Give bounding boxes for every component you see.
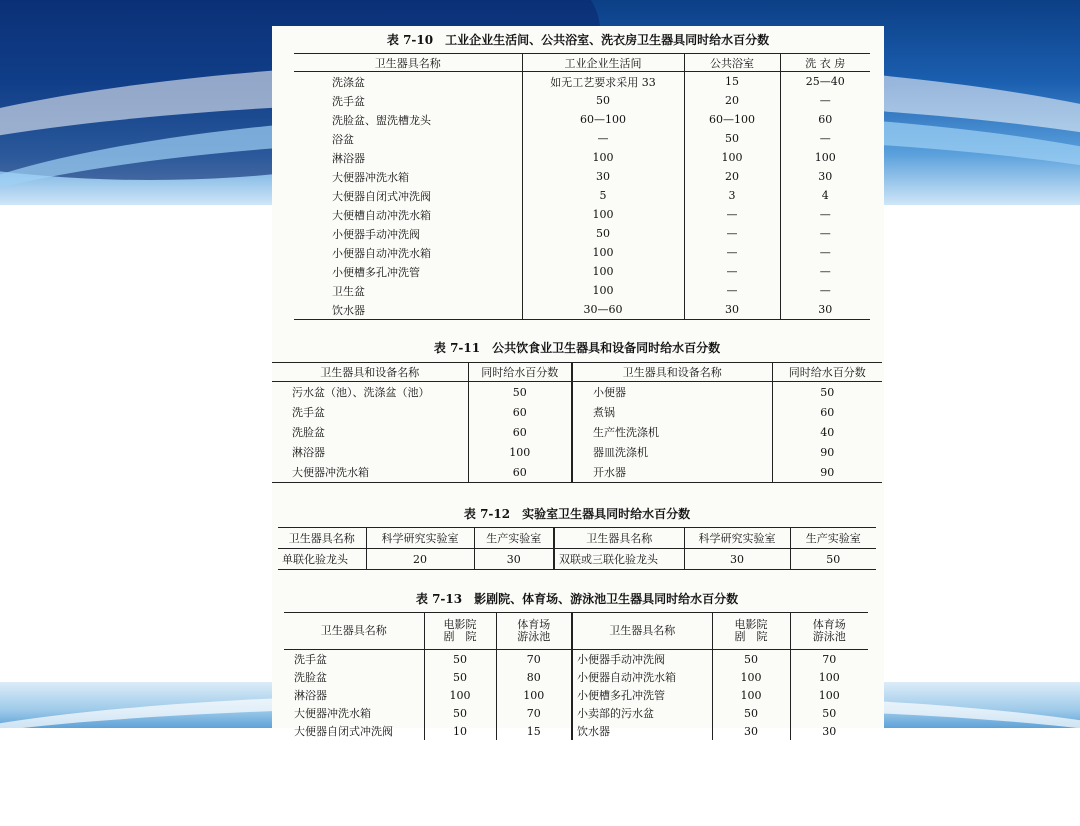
table-cell: 浴盆 (294, 129, 522, 148)
table-cell: 50 (468, 382, 572, 403)
table-cell: 污水盆（池）、洗涤盆（池） (272, 382, 468, 403)
table-cell: — (684, 262, 780, 281)
table-cell: 90 (820, 445, 835, 459)
table-cell: 大便器冲洗水箱 (284, 704, 424, 722)
table-cell: 3 (684, 186, 780, 205)
table-cell: 100 (522, 148, 684, 167)
table-cell: — (819, 132, 831, 145)
table-cell: 60—100 (522, 110, 684, 129)
column-header: 同时给水百分数 (772, 363, 882, 382)
table-cell: 小便器自动冲洗水箱 (572, 668, 712, 686)
table-row (272, 422, 882, 442)
column-header: 生产实验室 (474, 528, 554, 549)
scanned-document (272, 26, 884, 738)
table-row (294, 72, 870, 92)
column-header: 科学研究实验室 (366, 528, 474, 549)
table-row (284, 650, 868, 669)
table-cell: 淋浴器 (272, 442, 468, 462)
table-cell: — (819, 227, 831, 240)
table-row (284, 722, 868, 740)
table-row (294, 91, 870, 110)
table-cell: 50 (522, 224, 684, 243)
table-cell: 淋浴器 (294, 148, 522, 167)
table-cell: 30 (522, 167, 684, 186)
table-cell: 5 (522, 186, 684, 205)
table-cell: 洗脸盆、盥洗槽龙头 (294, 110, 522, 129)
table-cell: 洗手盆 (294, 91, 522, 110)
table-cell: 小便器手动冲洗阀 (294, 224, 522, 243)
table-cell: 60 (468, 402, 572, 422)
table-cell: 洗脸盆 (284, 668, 424, 686)
table-cell: 70 (496, 704, 572, 722)
table-cell: 30 (684, 549, 790, 570)
table-cell: 大便槽自动冲洗水箱 (294, 205, 522, 224)
column-header: 卫生器具名称 (284, 613, 424, 650)
table-cell: 60 (468, 422, 572, 442)
column-header: 卫生器具和设备名称 (272, 363, 468, 382)
table-cell: — (684, 243, 780, 262)
table-cell: 50 (826, 552, 841, 566)
table-cell: 50 (822, 706, 837, 720)
table-cell: 30 (712, 722, 790, 740)
table-cell: 小便器自动冲洗水箱 (294, 243, 522, 262)
table-cell: 100 (712, 686, 790, 704)
table-cell: 30 (818, 303, 833, 316)
table-cell: 开水器 (572, 462, 772, 483)
table-row (294, 110, 870, 129)
table-cell: 100 (522, 281, 684, 300)
table-cell: 饮水器 (572, 722, 712, 740)
table-cell: 小便器 (572, 382, 772, 403)
table-cell: 小便槽多孔冲洗管 (294, 262, 522, 281)
table-row (272, 402, 882, 422)
column-header: 卫生器具名称 (294, 54, 522, 72)
table-cell: 小便槽多孔冲洗管 (572, 686, 712, 704)
table-cell: 洗手盆 (272, 402, 468, 422)
table-cell: 60—100 (684, 110, 780, 129)
table-7-12 (278, 527, 876, 570)
table-cell: 100 (522, 205, 684, 224)
table-cell: 70 (496, 650, 572, 669)
table-cell: 50 (424, 704, 496, 722)
table-cell: 生产性洗涤机 (572, 422, 772, 442)
table-cell: 饮水器 (294, 300, 522, 320)
table-cell: 90 (820, 465, 835, 479)
table-cell: 大便器自闭式冲洗阀 (294, 186, 522, 205)
table-row (294, 243, 870, 262)
table-cell: 15 (496, 722, 572, 740)
table-cell: 10 (424, 722, 496, 740)
column-header: 体育场 游泳池 (496, 613, 572, 650)
table-row (272, 382, 882, 403)
column-header: 卫生器具名称 (278, 528, 366, 549)
table-cell: 卫生盆 (294, 281, 522, 300)
table-cell: — (819, 208, 831, 221)
table-cell: 50 (424, 650, 496, 669)
column-header: 公共浴室 (684, 54, 780, 72)
table-cell: 30 (822, 724, 837, 738)
table-cell: 淋浴器 (284, 686, 424, 704)
table-row (272, 442, 882, 462)
table-cell: 器皿洗涤机 (572, 442, 772, 462)
column-header: 卫生器具名称 (554, 528, 684, 549)
table-cell: 60 (468, 462, 572, 483)
table-cell: 20 (684, 167, 780, 186)
table-cell: 60 (818, 113, 833, 126)
table-row (272, 462, 882, 483)
column-header: 工业企业生活间 (522, 54, 684, 72)
table-cell: 50 (712, 704, 790, 722)
table-caption: 表 7-12 实验室卫生器具同时给水百分数 (463, 507, 691, 521)
table-cell: 小便器手动冲洗阀 (572, 650, 712, 669)
table-caption: 表 7-10 工业企业生活间、公共浴室、洗衣房卫生器具同时给水百分数 (386, 33, 770, 47)
table-cell: 40 (820, 425, 835, 439)
table-cell: 小卖部的污水盆 (572, 704, 712, 722)
table-cell: 50 (522, 91, 684, 110)
table-caption: 表 7-13 影剧院、体育场、游泳池卫生器具同时给水百分数 (415, 592, 739, 606)
table-cell: 100 (496, 686, 572, 704)
table-cell: — (684, 224, 780, 243)
table-row (294, 167, 870, 186)
table-cell: 15 (684, 72, 780, 92)
table-cell: — (819, 94, 831, 107)
table-cell: 双联或三联化验龙头 (554, 549, 684, 570)
table-cell: 60 (820, 405, 835, 419)
table-row (294, 300, 870, 320)
table-cell: 80 (496, 668, 572, 686)
column-header: 同时给水百分数 (468, 363, 572, 382)
table-cell: — (684, 205, 780, 224)
column-header: 生产实验室 (790, 528, 876, 549)
table-cell: 50 (820, 385, 835, 399)
table-row (284, 686, 868, 704)
table-cell: — (819, 265, 831, 278)
table-cell: 100 (818, 670, 840, 684)
table-row (284, 704, 868, 722)
table-cell: 洗脸盆 (272, 422, 468, 442)
table-cell: 如无工艺要求采用 33 (522, 72, 684, 92)
table-cell: 洗手盆 (284, 650, 424, 669)
column-header: 卫生器具名称 (572, 613, 712, 650)
table-row (294, 262, 870, 281)
table-cell: 大便器冲洗水箱 (272, 462, 468, 483)
column-header: 电影院 剧 院 (424, 613, 496, 650)
table-cell: — (684, 281, 780, 300)
column-header: 卫生器具和设备名称 (572, 363, 772, 382)
table-row (294, 205, 870, 224)
table-row (284, 668, 868, 686)
table-cell: 4 (821, 189, 829, 202)
table-cell: 大便器自闭式冲洗阀 (284, 722, 424, 740)
table-caption: 表 7-11 公共饮食业卫生器具和设备同时给水百分数 (433, 341, 721, 355)
table-row (294, 224, 870, 243)
table-7-11 (272, 362, 882, 483)
table-cell: 70 (822, 652, 837, 666)
table-row (278, 549, 876, 570)
table-cell: 煮锅 (572, 402, 772, 422)
table-cell: 30—60 (522, 300, 684, 320)
table-row (294, 129, 870, 148)
column-header: 电影院 剧 院 (712, 613, 790, 650)
column-header: 体育场 游泳池 (790, 613, 868, 650)
table-cell: 25—40 (805, 75, 845, 88)
table-cell: 洗涤盆 (294, 72, 522, 92)
table-cell: 100 (712, 668, 790, 686)
table-7-13 (284, 612, 868, 740)
table-7-10 (294, 53, 870, 320)
table-cell: 30 (474, 549, 554, 570)
column-header: 洗 衣 房 (780, 54, 870, 72)
table-cell: — (819, 246, 831, 259)
table-cell: 50 (424, 668, 496, 686)
table-row (294, 148, 870, 167)
table-row (294, 186, 870, 205)
table-cell: 100 (468, 442, 572, 462)
column-header: 科学研究实验室 (684, 528, 790, 549)
table-cell: — (522, 129, 684, 148)
table-cell: 50 (684, 129, 780, 148)
table-row (294, 281, 870, 300)
table-cell: 100 (814, 151, 836, 164)
table-cell: 50 (712, 650, 790, 669)
table-cell: 100 (522, 243, 684, 262)
table-cell: 100 (522, 262, 684, 281)
table-cell: 大便器冲洗水箱 (294, 167, 522, 186)
table-cell: 100 (424, 686, 496, 704)
table-cell: 单联化验龙头 (278, 549, 366, 570)
table-cell: 30 (818, 170, 833, 183)
table-cell: 20 (366, 549, 474, 570)
table-cell: — (819, 284, 831, 297)
table-cell: 20 (684, 91, 780, 110)
table-cell: 100 (684, 148, 780, 167)
table-cell: 30 (684, 300, 780, 320)
table-cell: 100 (818, 688, 840, 702)
